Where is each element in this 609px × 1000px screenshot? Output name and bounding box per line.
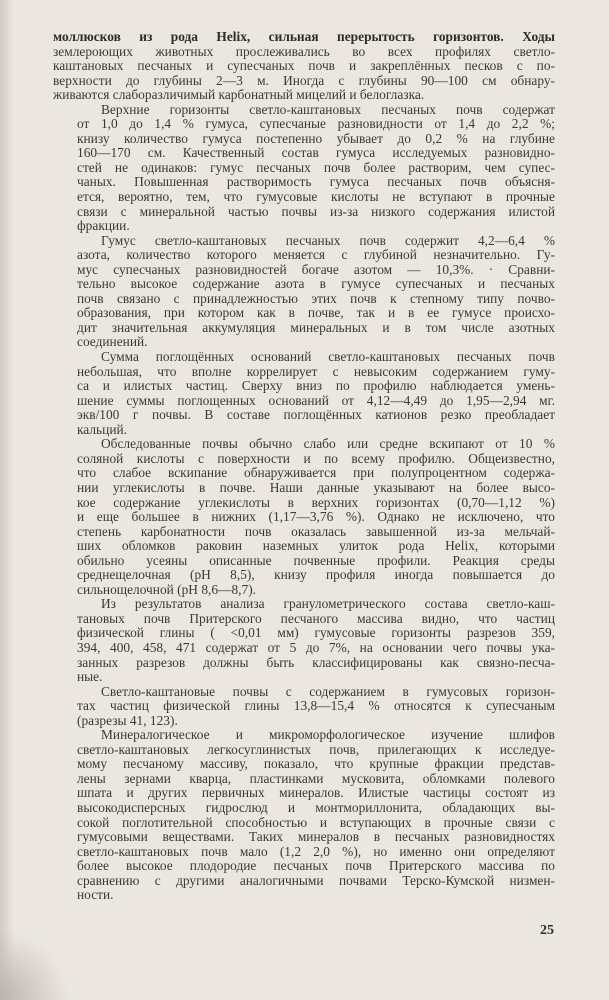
text-line: мому песчаному массиву, показало, что крупные фракции представ- — [77, 756, 555, 772]
text-line: шение суммы поглощенных оснований от 4,12—4,49 до 1,95—2,94 мг. — [77, 392, 555, 408]
text-line: каштановых песчаных и супесчаных почв и закреплённых песков с по- — [53, 58, 555, 74]
text-line: стей не одинаков: гумус песчаных почв более растворим, чем супес- — [77, 159, 555, 175]
page-corner-shadow — [0, 930, 70, 1000]
text-line: Гумус светло-каштановых песчаных почв содержит 4,2—6,4 % — [101, 232, 555, 248]
text-line: ные. — [77, 669, 103, 685]
page-number: 25 — [540, 923, 554, 938]
text-line: дит значительная аккумуляция минеральных и в том числе азотных — [77, 319, 555, 335]
text-line: ности. — [77, 887, 114, 903]
text-line: землероющих животных прослеживались во всех профилях светло- — [53, 43, 555, 59]
text-line: сокой поглотительной способностью и вступающих в прочные связи с — [77, 814, 555, 830]
text-line: шпата и других первичных минералов. Илистые частицы состоят из — [77, 785, 555, 801]
text-line: физической глины ( <0,01 мм) гумусовые горизонты разрезов 359, — [77, 625, 555, 641]
text-line: Минералогическое и микроморфологическое изучение шлифов — [101, 727, 555, 743]
text-line: небольшая, что вполне коррелирует с невысоким содержанием гуму- — [77, 363, 555, 379]
text-line: обильно усеяны описанные почвенные профили. Реакция среды — [77, 552, 555, 568]
text-line: экв/100 г почвы. В составе поглощённых катионов резко преобладает — [77, 407, 555, 423]
paragraph — [53, 350, 555, 437]
text-line: что слабое вскипание обнаруживается при полупроцентном содержа- — [77, 465, 555, 481]
paragraph — [53, 597, 555, 684]
text-line: 394, 400, 458, 471 содержат от 5 до 7%, на основании чего почвы ука- — [77, 639, 555, 655]
text-line: и еще большее в нижних (1,17—3,76 %). Однако не исключено, что — [77, 509, 555, 525]
text-line: Сумма поглощённых оснований светло-каштановых песчаных почв — [101, 349, 555, 365]
text-line: лены зернами кварца, пластинками мусковита, обломками полевого — [77, 770, 555, 786]
text-line: сильнощелочной (рН 8,6—8,7). — [77, 581, 257, 597]
text-line: фракции. — [77, 218, 130, 234]
text-line: связи с минеральной частью почвы из-за низкого содержания илистой — [77, 203, 555, 219]
text-line: степень карбонатности почв оказалась завышенной из-за мельчай- — [77, 523, 555, 539]
text-line: тельно высокое содержание азота в гумусе супесчаных и песчаных — [77, 276, 555, 292]
body-text — [53, 30, 555, 903]
text-line: соединений. — [77, 334, 148, 350]
text-line: моллюсков из рода Helix, сильная перерытость горизонтов. Ходы — [53, 29, 555, 44]
text-line: Обследованные почвы обычно слабо или средне вскипают от 10 % — [101, 436, 555, 452]
text-line: нии углекислоты в почве. Наши данные указывают на более высо- — [77, 479, 555, 495]
text-line: ших обломков раковин наземных улиток рода Helix, которыми — [77, 538, 555, 554]
text-line: тах частиц физической глины 13,8—15,4 % относятся к супесчаным — [77, 698, 555, 714]
text-line: Светло-каштановые почвы с содержанием в гумусовых горизон- — [101, 683, 555, 699]
text-line: са и илистых частиц. Сверху вниз по профилю наблюдается умень- — [77, 378, 555, 394]
text-line: мус супесчаных разновидностей богаче азотом — 10,3%. · Сравни- — [77, 261, 555, 277]
text-line: сравнению с другими аналогичными почвами Терско-Кумской низмен- — [77, 872, 555, 888]
text-line: образования, при котором как в почве, так и в ее гумусе происхо- — [77, 305, 555, 321]
text-line: занных разрезов должны быть классифицированы как связно-песча- — [77, 654, 555, 670]
text-line: (разрезы 41, 123). — [77, 712, 178, 728]
text-line: среднещелочная (рН 8,5), книзу профиля иногда повышается до — [77, 567, 555, 583]
paragraph — [53, 728, 555, 903]
text-line: более высокое плодородие песчаных почв Притерского массива по — [77, 858, 555, 874]
text-line: верхности до глубины 2—3 м. Иногда с глубины 90—100 см обнару- — [53, 72, 555, 88]
text-line: 160—170 см. Качественный состав гумуса исследуемых разновидно- — [77, 145, 555, 161]
text-line: светло-каштановых легкосуглинистых почв, прилегающих к исследуе- — [77, 741, 555, 757]
text-line: соляной кислоты с поверхности и по всему профилю. Общеизвестно, — [77, 450, 555, 466]
text-line: ется, вероятно, тем, что гумусовые кислоты не вступают в прочные — [77, 189, 555, 205]
text-line: почв связано с принадлежностью этих почв к степному типу почво- — [77, 290, 555, 306]
text-line: кое содержание углекислоты в верхних горизонтах (0,70—1,12 %) — [77, 494, 555, 510]
text-line: чаных. Повышенная растворимость гумуса песчаных почв объясня- — [77, 174, 555, 190]
text-line: тановых почв Притерского песчаного массива видно, что частиц — [77, 610, 555, 626]
paragraph — [53, 103, 555, 234]
paragraph — [53, 685, 555, 729]
paragraph — [53, 234, 555, 350]
text-line: Верхние горизонты светло-каштановых песчаных почв содержат — [101, 101, 555, 117]
text-line: живаются слаборазличимый карбонатный мицелий и белоглазка. — [53, 87, 425, 103]
paragraph — [53, 437, 555, 597]
text-line: кальций. — [77, 421, 127, 437]
page-gutter-shadow — [0, 0, 14, 1000]
text-line: светло-каштановых почв мало (1,2 2,0 %), но именно они определяют — [77, 843, 555, 859]
text-line: книзу количество гумуса постепенно убывает до 0,2 % на глубине — [77, 130, 555, 146]
text-line: азота, количество которого меняется с глубиной незначительно. Гу- — [77, 247, 555, 263]
text-line: от 1,0 до 1,4 % гумуса, супесчаные разновидности от 1,4 до 2,2 %; — [77, 116, 555, 132]
text-line: гумусовыми веществами. Таких минералов в песчаных разновидностях — [77, 829, 555, 845]
text-line: высокодисперсных гидрослюд и монтмориллонита, обладающих вы- — [77, 799, 555, 815]
text-line: Из результатов анализа гранулометрического состава светло-каш- — [101, 596, 555, 612]
paragraph — [53, 30, 555, 103]
